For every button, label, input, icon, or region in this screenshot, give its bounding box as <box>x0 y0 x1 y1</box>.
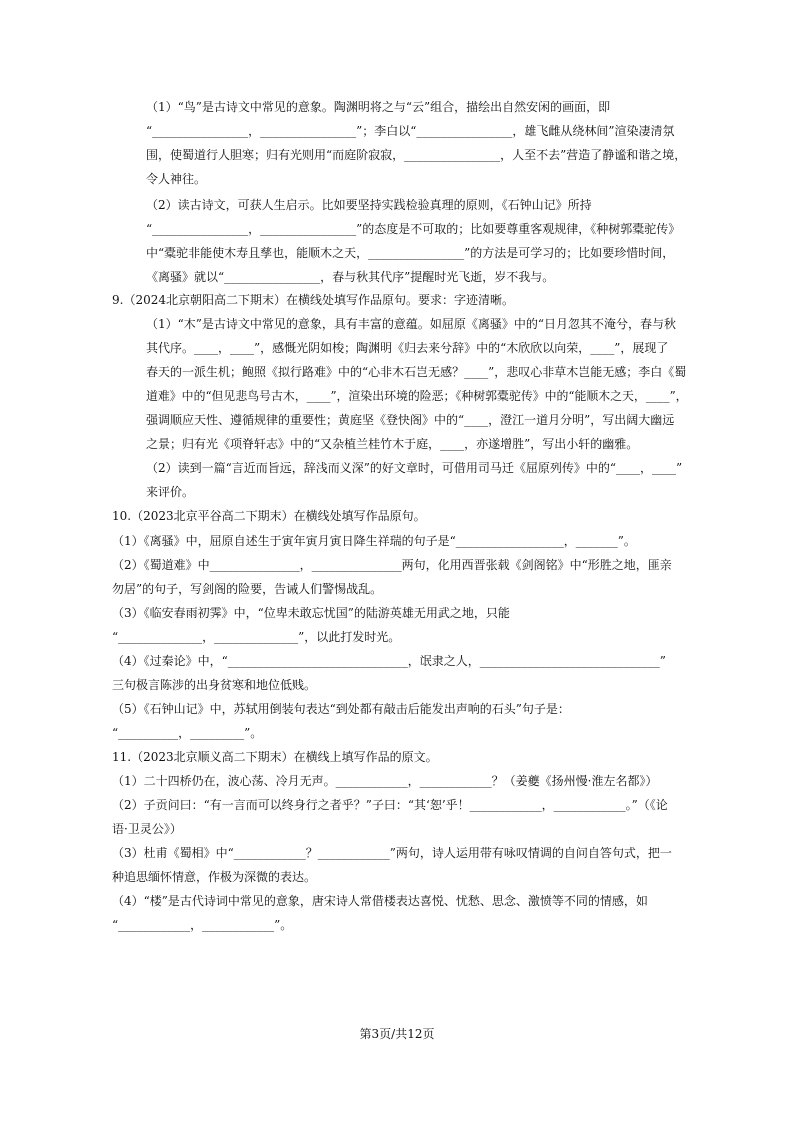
text-line: 道难》中的“但见悲鸟号古木，____”，渲染出环境的险恶；《种树郭橐驼传》中的“能顺木之天，____”， <box>146 389 688 403</box>
text-line: 勿居”的句子，写剑阁的险要，告诫人们警惕战乱。 <box>112 582 383 596</box>
text-line: （2）《蜀道难》中_______________，_______________两句，化用西晋张载《剑阁铭》中“形胜之地，匪亲 <box>112 558 672 572</box>
text-line: （1）《离骚》中，屈原自述生于寅年寅月寅日降生祥瑞的句子是“__________________，_______”。 <box>112 534 636 548</box>
text-line: 9.（2024北京朝阳高二下期末）在横线处填写作品原句。要求：字迹清晰。 <box>112 293 514 307</box>
text-line: （5）《石钟山记》中，苏轼用倒装句表达“到处都有敲击后能发出声响的石头”句子是： <box>112 702 570 716</box>
text-line: （4）“楼”是古代诗词中常见的意象，唐宋诗人常借楼表达喜悦、忧愁、思念、激愤等不同的情感，如 <box>112 894 648 908</box>
text-line: 《离骚》就以“________________，春与秋其代序”提醒时光飞逝，岁不我与。 <box>146 270 555 284</box>
text-line: 之景；归有光《项脊轩志》中的“又杂植兰桂竹木于庭，____，亦遂增胜”，写出小轩的幽雅。 <box>146 437 639 451</box>
text-line: “____________，____________”。 <box>112 918 293 932</box>
text-line: （2）子贡问曰：“有一言而可以终身行之者乎？”子曰：“其‘恕’乎！____________，____________。”（《论 <box>112 798 668 812</box>
text-line: （4）《过秦论》中，“______________________________，氓隶之人，______________________________” <box>112 654 666 668</box>
text-line: （3）《临安春雨初霁》中，“位卑未敢忘忧国”的陆游英雄无用武之地，只能 <box>112 606 510 620</box>
text-line: 围，使蜀道行人胆寒；归有光则用“而庭阶寂寂，________________，人至不去”营造了静谧和谐之境， <box>146 148 687 162</box>
page-footer: 第3页/共12页 <box>359 1027 435 1041</box>
text-line: （1）“木”是古诗文中常见的意象，具有丰富的意蕴。如屈原《离骚》中的“日月忽其不淹兮，春与秋 <box>146 317 677 331</box>
text-line: （1）“鸟”是古诗文中常见的意象。陶渊明将之与“云”组合，描绘出自然安闲的画面，即 <box>146 100 611 114</box>
text-line: 其代序。____，____”，感慨光阴如梭；陶渊明《归去来兮辞》中的“木欣欣以向荣，____”，展现了 <box>146 341 669 355</box>
text-line: 语·卫灵公》） <box>112 822 182 836</box>
text-line: 中“橐驼非能使木寿且孳也，能顺木之天，________________”的方法是可学习的；比如要珍惜时间， <box>146 246 675 260</box>
text-line: （2）读到一篇“言近而旨远，辞浅而义深”的好文章时，可借用司马迁《屈原列传》中的“____，____” <box>146 461 683 475</box>
text-line: 种追思缅怀情意，作极为深微的表达。 <box>112 870 317 884</box>
text-line: 11.（2023北京顺义高二下期末）在横线上填写作品的原文。 <box>112 750 438 764</box>
text-line: “________________，________________”的态度是不可取的；比如要尊重客观规律，《种树郭橐驼传》 <box>146 222 681 236</box>
text-line: 春天的一派生机；鲍照《拟行路难》中的“心非木石岂无感？____”，悲叹心非草木岂能无感；李白《蜀 <box>146 365 687 379</box>
text-line: 令人神往。 <box>146 172 207 186</box>
text-line: 10.（2023北京平谷高二下期末）在横线处填写作品原句。 <box>112 509 426 523</box>
text-line: 三句极言陈涉的出身贫寒和地位低贱。 <box>112 678 317 692</box>
text-line: 强调顺应天性、遵循规律的重要性；黄庭坚《登快阁》中的“____，澄江一道月分明”，写出阔大幽远 <box>146 413 675 427</box>
text-line: （1）二十四桥仍在，波心荡、冷月无声。____________，____________？（姜夔《扬州慢·淮左名都》） <box>112 774 658 788</box>
text-line: （3）杜甫《蜀相》中“____________？____________”两句，诗人运用带有咏叹情调的自问自答句式，把一 <box>112 846 672 860</box>
text-line: “______________，______________”，以此打发时光。 <box>112 630 401 644</box>
text-line: “________________，________________”；李白以“________________，雄飞雌从绕林间”渲染凄清氛 <box>146 124 675 138</box>
text-line: 来评价。 <box>146 485 195 499</box>
text-line: （2）读古诗文，可获人生启示。比如要坚持实践检验真理的原则，《石钟山记》所持 <box>146 198 592 212</box>
text-line: “__________，_________”。 <box>112 726 263 740</box>
